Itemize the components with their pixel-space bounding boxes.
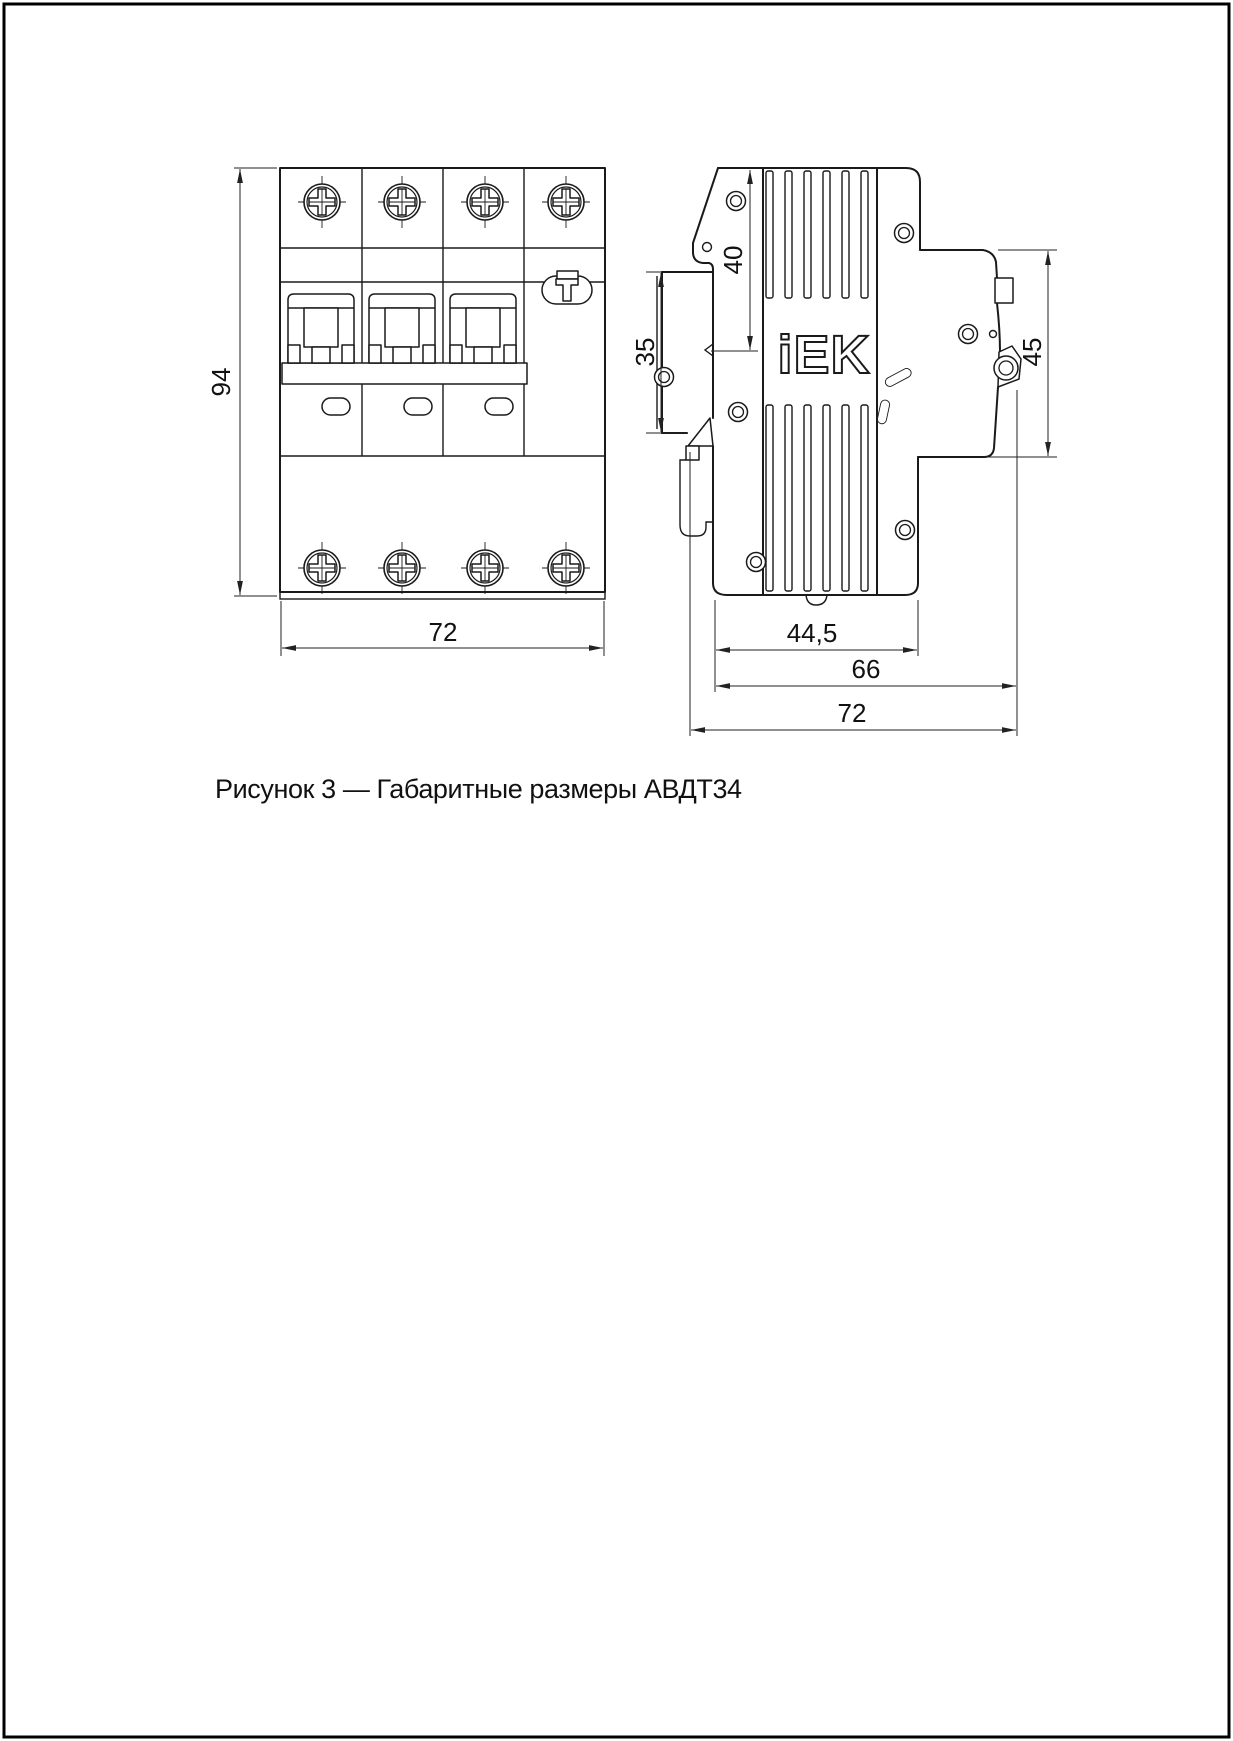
dim-side-44-5: 44,5 [786, 618, 838, 648]
side-view [655, 168, 1022, 605]
rear-terminal-screw-port [995, 278, 1013, 303]
figure-caption: Рисунок 3 — Габаритные размеры АВДТ34 [215, 774, 742, 804]
mold-marks [877, 367, 913, 425]
din-latch [688, 418, 713, 446]
dim-side-35: 35 [630, 337, 660, 367]
page-border [4, 4, 1229, 1737]
dim-side-66: 66 [851, 654, 881, 684]
toggle-handles [288, 294, 516, 363]
front-bottom-strip [280, 592, 605, 599]
toggle-tie-bar [282, 363, 527, 384]
dim-side-40: 40 [718, 245, 748, 275]
dim-front-width: 72 [428, 617, 458, 647]
test-button-tab [557, 271, 578, 279]
dim-side-72: 72 [837, 698, 867, 728]
front-view [280, 168, 605, 599]
brand-logo: iEK [777, 325, 871, 385]
dim-side-45: 45 [1017, 337, 1047, 367]
dim-front-height: 94 [206, 367, 236, 397]
